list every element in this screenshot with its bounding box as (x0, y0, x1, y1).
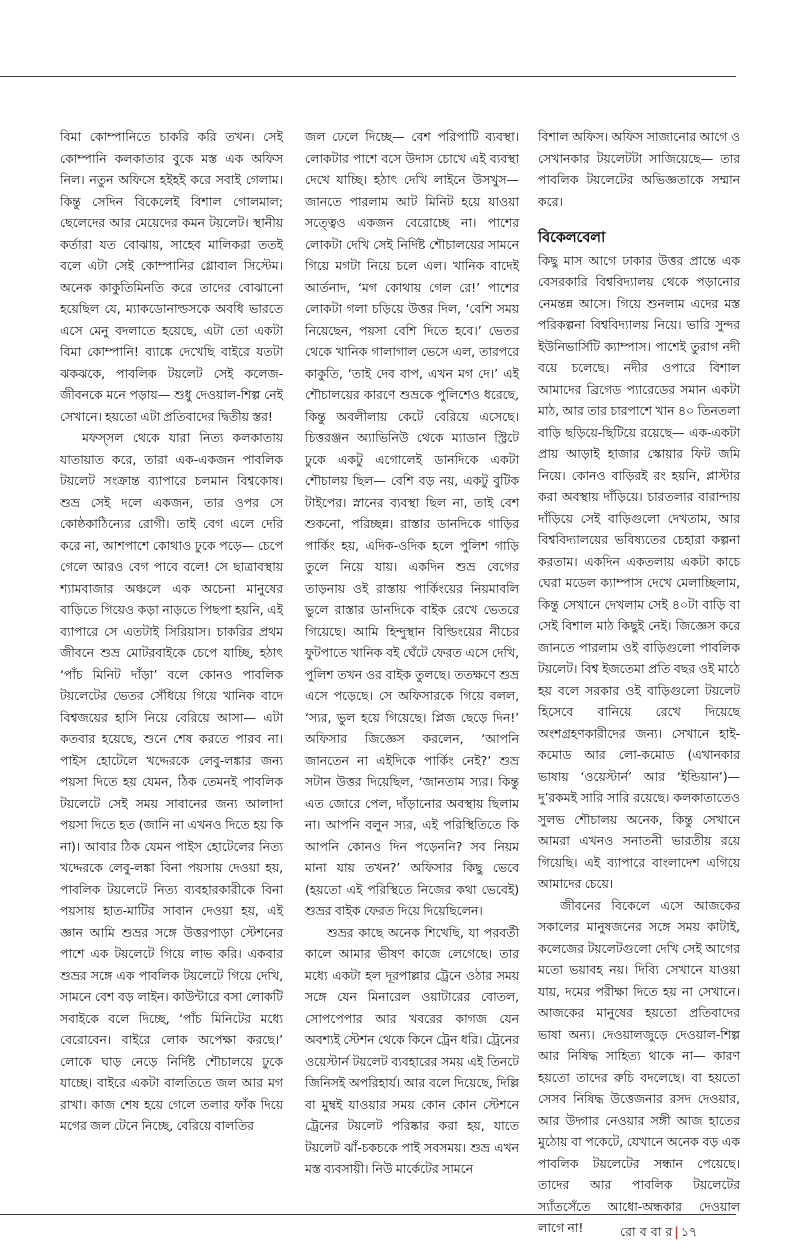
section-subheading: বিকেলবেলা (538, 230, 606, 246)
bottom-rule (0, 1214, 736, 1215)
page-number: ১৭ (680, 1224, 698, 1239)
article-column-3 (538, 126, 740, 1239)
paragraph: জল ঢেলে দিচ্ছে— বেশ পরিপাটি ব্যবস্থা। লোকটার পাশে বসে উদাস চোখে এই ব্যবস্থা দেখে যাচ্ছি। হঠাৎ দেখি লাইনে উসখুস— জানতে পারলাম আট মিনিট হয়ে যাওয়া সত্ত্বেও একজন বেরোচ্ছে না। পাশের লোকটা দেখি সেই নির্দিষ্ট শৌচালয়ের সামনে গিয়ে মগটা নিয়ে চলে এল। খানিক বাদেই আর্তনাদ, ‘মগ কোথায় গেল রে!’ পাশের লোকটা গলা চড়িয়ে উত্তর দিল, ‘বেশি সময় নিয়েছেন, পয়সা বেশি দিতে হবে।’ ভেতর থেকে খানিক গালাগাল ভেসে এল, তারপরে কাকুতি, ‘তাই দেব বাপ, এখন মগ দে।’ এই শৌচালয়ের কারণে শুভ্রকে পুলিশেও ধরেছে, কিন্তু অবলীলায় কেটে বেরিয়ে এসেছে। চিত্তরঞ্জন অ্যাভিনিউ থেকে ম্যাডান স্ট্রিটে ঢুকে একটু এগোলেই ডানদিকে একটা শৌচালয় ছিল— বেশি বড় নয়, একটু বুটিক টাইপের। স্নানের ব্যবস্থা ছিল না, তাই বেশ শুকনো, পরিচ্ছন্ন। রাস্তার ডানদিকে গাড়ির পার্কিং হয়, এদিক-ওদিক হলে পুলিশ গাড়ি তুলে নিয়ে যায়। একদিন শুভ্র বেগের তাড়নায় ওই রাস্তায় পার্কিংয়ের নিয়মাবলি ভুলে রাস্তার ডানদিকে বাইক রেখে ভেতরে গিয়েছে। আমি হিন্দুস্থান বিল্ডিংয়ের নীচের ফুটপাতে খানিক বই ঘেঁটে ফেরত এসে দেখি, পুলিশ তখন ওর বাইক তুলছে। ততক্ষণে শুভ্র এসে পড়েছে। সে অফিসারকে গিয়ে বলল, ‘স্যর, ভুল হয়ে গিয়েছে। প্লিজ ছেড়ে দিন!’ অফিসার জিজ্ঞেস করলেন, ‘আপনি জানতেন না এইদিকে পার্কিং নেই?’ শুভ্র সটান উত্তর দিয়েছিল, ‘জানতাম স্যর। কিন্তু এত জোরে পেল, দাঁড়ানোর অবস্থায় ছিলাম না। আপনি বলুন স্যর, এই পরিস্থিতিতে কি আপনি কোনও দিন পড়েননি? সব নিয়ম মানা যায় তখন?’ অফিসার কিছু ভেবে (হয়তো এই পরিস্থিতে নিজের কথা ভেবেই) শুভ্রর বাইক ফেরত দিয়ে দিয়েছিলেন। (305, 129, 519, 918)
article-column-1 (60, 126, 283, 1137)
paragraph: মফস্সল থেকে যারা নিত্য কলকাতায় যাতায়াত করে, তারা এক-একজন পাবলিক টয়লেট সংক্রান্ত ব্যাপারে চলমান বিশ্বকোষ। শুভ্র সেই দলে একজন, তার ওপর সে কোষ্ঠকাঠিন্যের রোগী। তাই বেগ এলে দেরি করে না, আশপাশে কোথাও ঢুকে পড়ে— চেপে গেলে আরও বেগ পাবে বলে! সে ছাত্রাবস্থায় শ্যামবাজার অঞ্চলে এক অচেনা মানুষের বাড়িতে গিয়েও কড়া নাড়তে পিছপা হয়নি, এই ব্যাপারে সে এতটাই সিরিয়াস। চাকরির প্রথম জীবনে শুভ্র মোটরবাইকে চেপে যাচ্ছি, হঠাৎ ‘পাঁচ মিনিট দাঁড়া’ বলে কোনও পাবলিক টয়লেটের ভেতর সেঁধিয়ে গিয়ে খানিক বাদে বিশ্বজয়ের হাসি নিয়ে বেরিয়ে আসা— এটা কতবার হয়েছে, শুনে শেষ করতে পারব না। পাইস হোটেলে খদ্দেরকে লেবু-লঙ্কার জন্য পয়সা দিতে হয় যেমন, ঠিক তেমনই পাবলিক টয়লেটে সেই সময় সাবানের জন্য আলাদা পয়সা দিতে হত (জানি না এখনও দিতে হয় কি না)। আবার ঠিক যেমন পাইস হোটেলের নিত্য খদ্দেরকে লেবু-লঙ্কা বিনা পয়সায় দেওয়া হয়, পাবলিক টয়লেটে নিত্য ব্যবহারকারীকে বিনা পয়সায় হাত-মাটির সাবান দেওয়া হয়, এই জ্ঞান আমি শুভ্রর সঙ্গে উত্তরপাড়া স্টেশনের পাশে এক টয়লেটে গিয়ে লাভ করি। একবার শুভ্রর সঙ্গে এক পাবলিক টয়লেটে গিয়ে দেখি, সামনে বেশ বড় লাইন। কাউন্টারে বসা লোকটি সবাইকে বলে দিচ্ছে, ‘পাঁচ মিনিটের মধ্যে বেরোবেন। বাইরে লোক অপেক্ষা করছে।’ লোকে ঘাড় নেড়ে নির্দিষ্ট শৌচালয়ে ঢুকে যাচ্ছে। বাইরে একটা বালতিতে জল আর মগ রাখা। কাজ শেষ হয়ে গেলে তলার ফাঁক দিয়ে মগের জল টেনে নিচ্ছে, বেরিয়ে বালতির (60, 430, 283, 1133)
paragraph: বিশাল অফিস। অফিস সাজানোর আগে ও সেখানকার টয়লেটটা সাজিয়েছে— তার পাবলিক টয়লেটের অভিজ্ঞতাকে সম্মান করে। (538, 129, 740, 209)
article-column-2 (305, 126, 519, 1180)
folio-separator: | (674, 1224, 679, 1239)
paragraph: বিমা কোম্পানিতে চাকরি করি তখন। সেই কোম্পানি কলকাতার বুকে মস্ত এক অফিস নিল। নতুন অফিসে হইহই করে সবাই গেলাম। কিন্তু সেদিন বিকেলেই বিশাল গোলমাল; ছেলেদের আর মেয়েদের কমন টয়লেট। স্থানীয় কর্তারা যত বোঝায়, সাহেব মালিকরা ততই বলে এটা সেই কোম্পানির গ্লোবাল সিস্টেম। অনেক কাকুতিমিনতি করে তাদের বোঝানো হয়েছিল যে, ম্যাকডোনাল্ডসকে অবধি ভারতে এসে মেনু বদলাতে হয়েছে, এটা তো একটা বিমা কোম্পানি! ব্যাঙ্কে দেখেছি বাইরে যতটা ঝকঝকে, পাবলিক টয়লেট সেই কলেজ-জীবনকে মনে পড়ায়— শুধু দেওয়াল-শিল্প নেই সেখানে। হয়তো এটা প্রতিবাদের দ্বিতীয় স্তর! (60, 129, 283, 424)
paragraph: জীবনের বিকেলে এসে আজকের সকালের মানুষজনের সঙ্গে সময় কাটাই, কলেজের টয়লেটগুলো দেখি সেই আগের মতো ভয়াবহ নয়। দিব্যি সেখানে যাওয়া যায়, দমের পরীক্ষা দিতে হয় না সেখানে। আজকের মানুষের হয়তো প্রতিবাদের ভাষা অন্য। দেওয়ালজুড়ে দেওয়াল-শিল্প আর নিষিদ্ধ সাহিত্য থাকে না— কারণ হয়তো তাদের রুচি বদলেছে। বা হয়তো সেসব নিষিদ্ধ উত্তেজনার রসদ দেওয়ার, আর উদ্গার নেওয়ার সঙ্গী আজ হাতের মুঠোয় বা পকেটে, যেখানে অনেক বড় এক পাবলিক টয়লেটের সন্ধান পেয়েছে। তাদের আর পাবলিক টয়লেটের স্যাঁতসেঁতে আধো-অন্ধকার দেওয়াল লাগে না! (538, 897, 740, 1235)
page-footer (620, 1224, 697, 1244)
paragraph: কিছু মাস আগে ঢাকার উত্তর প্রান্তে এক বেসরকারি বিশ্ববিদ্যালয় থেকে পড়ানোর নেমন্তন্ন আসে। গিয়ে শুনলাম এদের মস্ত পরিকল্পনা বিশ্ববিদ্যালয় নিয়ে। ভারি সুন্দর ইউনিভার্সিটি ক্যাম্পাস। পাশেই তুরাগ নদী বয়ে চলেছে। নদীর ওপারে বিশাল আমাদের ব্রিগেড প্যারেডের সমান একটা মাঠ, আর তার চারপাশে খান ৪০ তিনতলা বাড়ি ছড়িয়ে-ছিটিয়ে রয়েছে— এক-একটা প্রায় আড়াই হাজার স্কোয়ার ফিট জমি নিয়ে। কোনও বাড়িরই রং হয়নি, প্লাস্টার করা অবস্থায় দাঁড়িয়ে। চারতলার বারান্দায় দাঁড়িয়ে সেই বাড়িগুলো দেখতাম, আর বিশ্ববিদ্যালয়ের ভবিষ্যতের চেহারা কল্পনা করতাম। একদিন একতলায় একটা কাচে ঘেরা মডেল ক্যাম্পাস দেখে মেলাচ্ছিলাম, কিন্তু সেখানে দেখলাম সেই ৪০টা বাড়ি বা সেই বিশাল মাঠ কিছুই নেই। জিজ্ঞেস করে জানতে পারলাম ওই বাড়িগুলো পাবলিক টয়লেট। বিশ্ব ইজতেমা প্রতি বছর ওই মাঠে হয় বলে সরকার ওই বাড়িগুলো টয়লেট হিসেবে বানিয়ে রেখে দিয়েছে অংশগ্রহণকারীদের জন্য। সেখানে হাই-কমোড আর লো-কমোড (এখানকার ভাষায় ‘ওয়েস্টার্ন’ আর ‘ইন্ডিয়ান’)— দু’রকমই সারি সারি রয়েছে। কলকাতাতেও সুলভ শৌচালয় অনেক, কিন্তু সেখানে আমরা এখনও সনাতনী ভারতীয় রয়ে গিয়েছি। এই ব্যাপারে বাংলাদেশ এগিয়ে আমাদের চেয়ে। (538, 252, 740, 891)
magazine-name: রো ব বা র (620, 1224, 673, 1239)
top-rule (0, 76, 736, 77)
paragraph: শুভ্রর কাছে অনেক শিখেছি, যা পরবর্তী কালে আমার ভীষণ কাজে লেগেছে। তার মধ্যে একটা হল দূরপাল্লার ট্রেনে ওঠার সময় সঙ্গে যেন মিনারেল ওয়াটারের বোতল, সোপপেপার আর খবরের কাগজ যেন অবশ্যই স্টেশন থেকে কিনে ট্রেন ধরি। ট্রেনের ওয়েস্টার্ন টয়লেট ব্যবহারের সময় এই তিনটে জিনিসই অপরিহার্য। আর বলে দিয়েছে, দিল্লি বা মুম্বই যাওয়ার সময় কোন কোন স্টেশনে ট্রেনের টয়লেট পরিষ্কার করা হয়, যাতে টয়লেট ঝাঁ-চকচকে পাই সবসময়। শুভ্র এখন মস্ত ব্যবসায়ী। নিউ মার্কেটের সামনে (305, 924, 519, 1176)
